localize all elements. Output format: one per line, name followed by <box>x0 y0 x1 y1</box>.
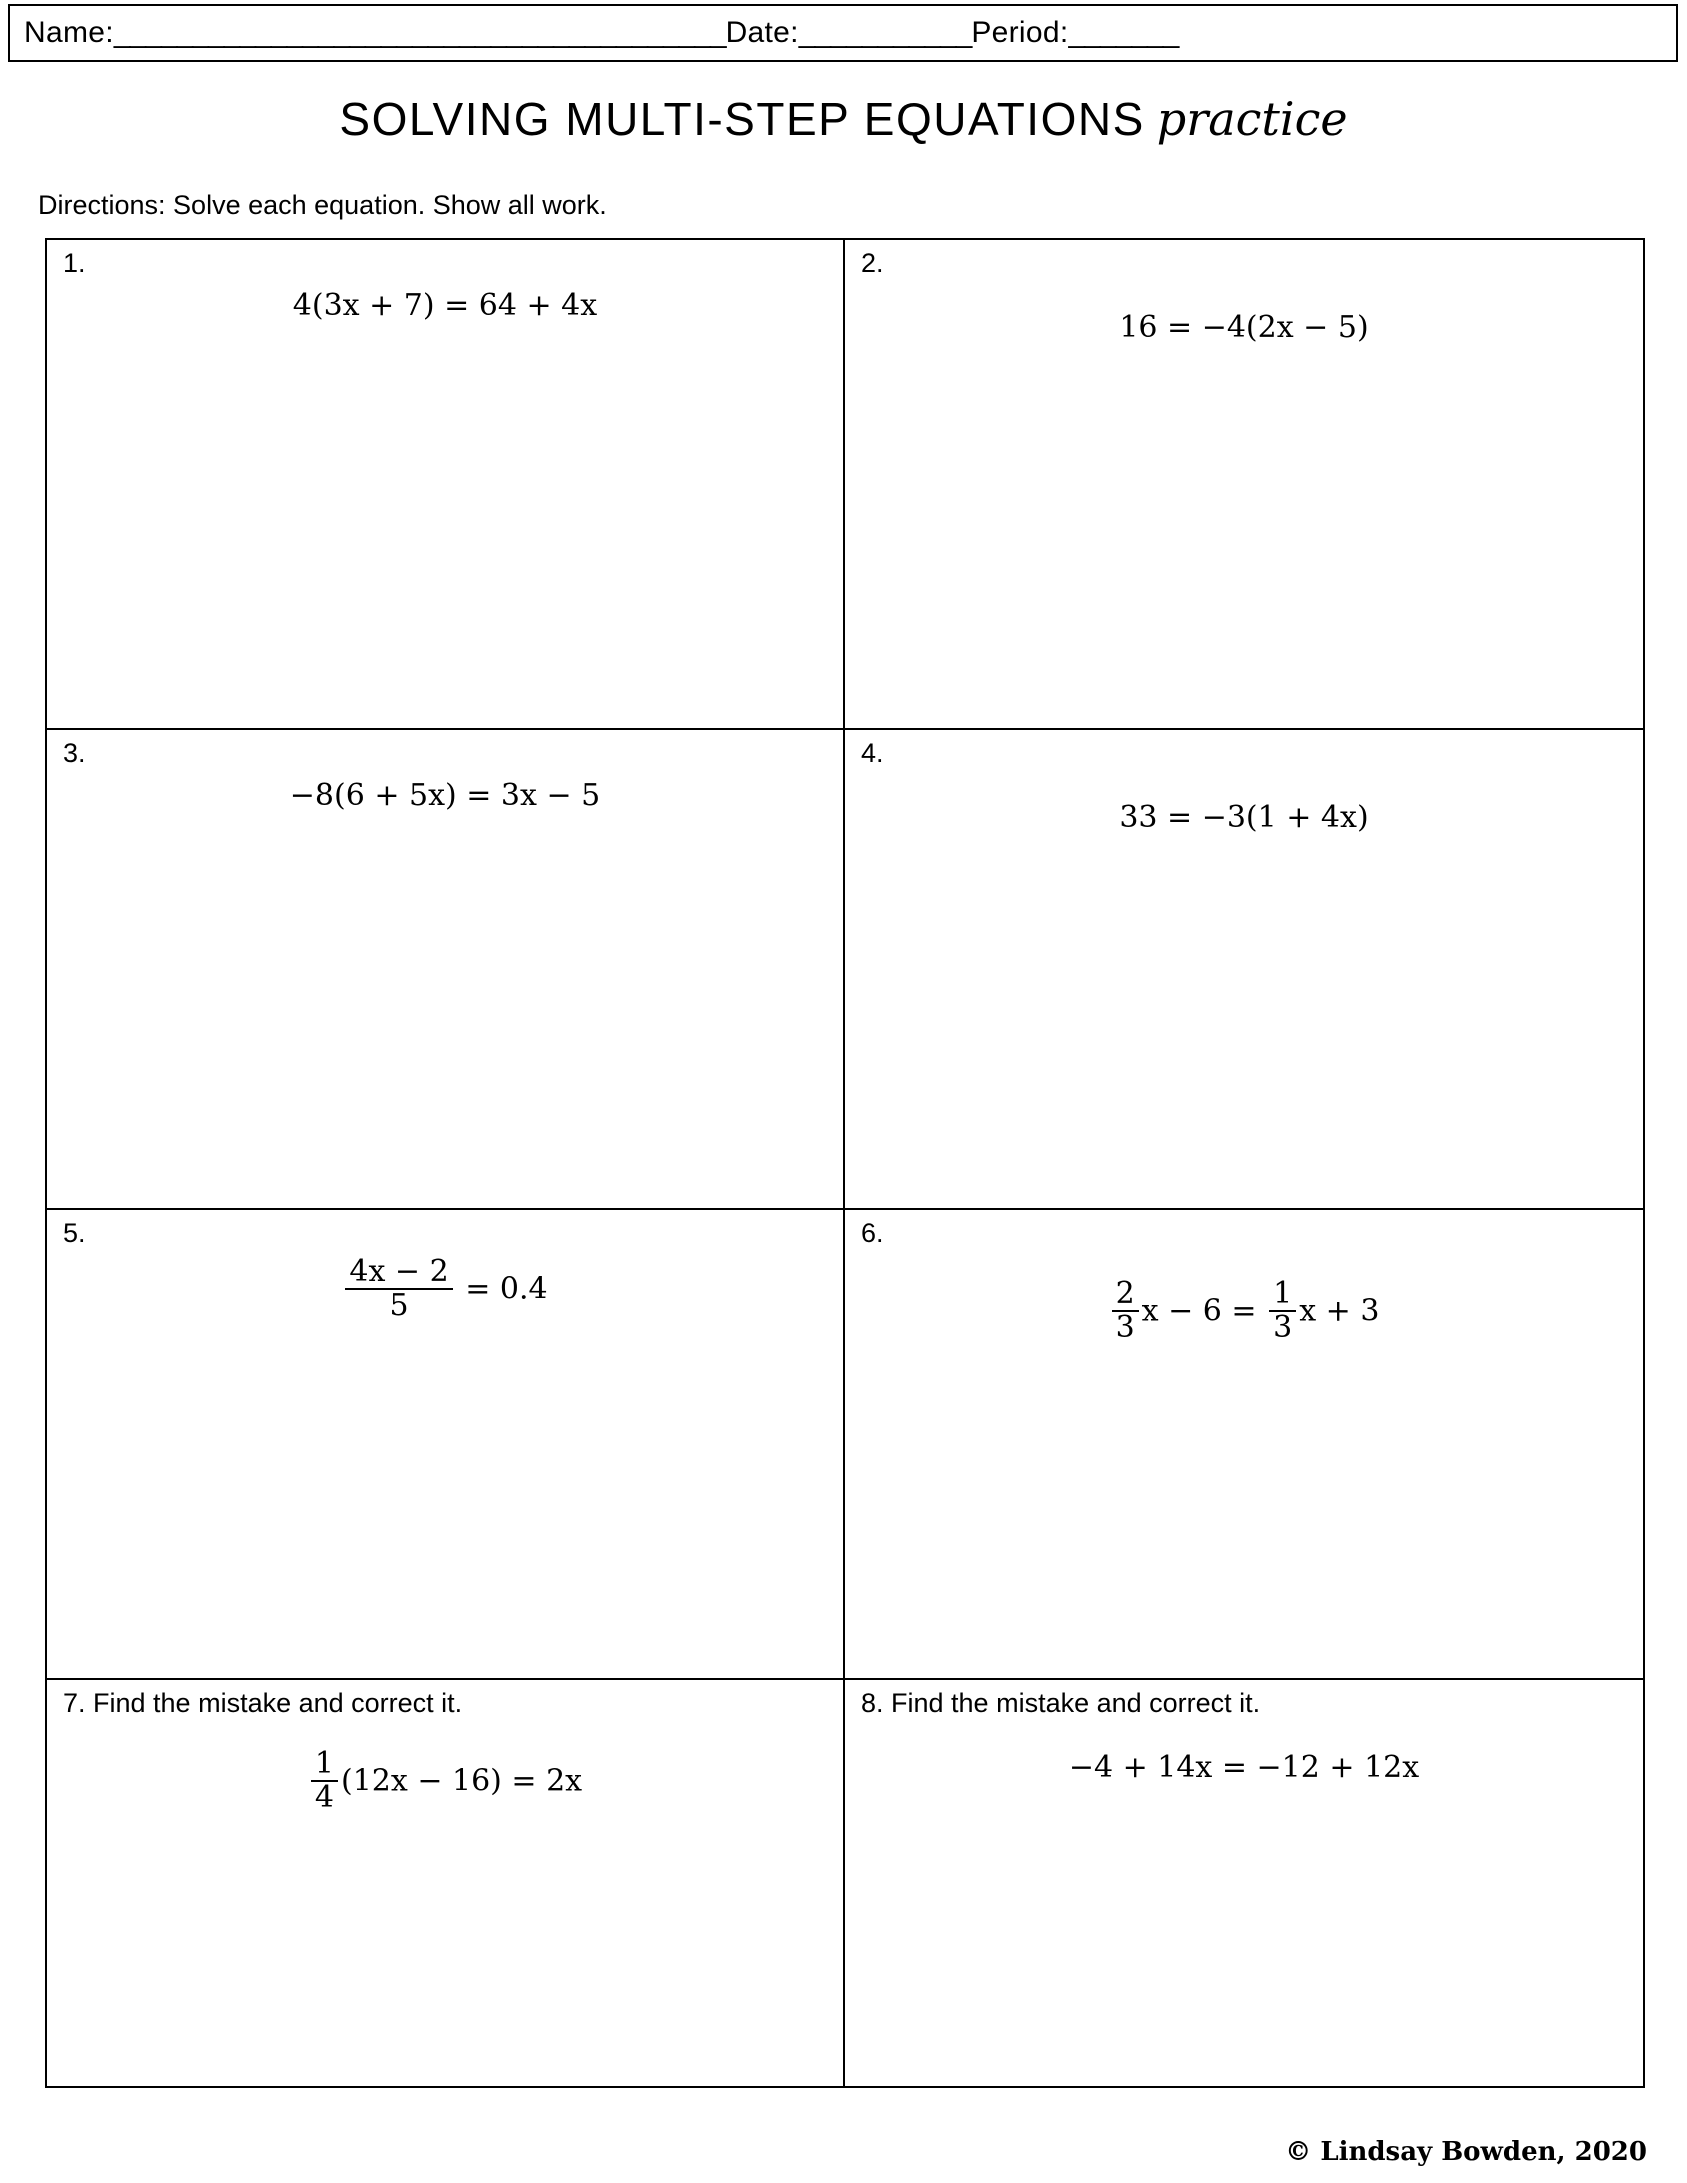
problem-number-6: 6. <box>861 1218 884 1248</box>
copyright-footer: © Lindsay Bowden, 2020 <box>1285 2137 1647 2167</box>
fraction-7 <box>311 1748 338 1813</box>
problem-cell-2[interactable] <box>845 240 1643 730</box>
problem-equation-2: 16 = −4(2x − 5) <box>1119 310 1369 345</box>
problem-cell-1[interactable] <box>47 240 845 730</box>
problem-prompt-7: 7. Find the mistake and correct it. <box>63 1688 463 1718</box>
fraction-numerator-5: 4x − 2 <box>349 1254 449 1289</box>
problem-equation-4: 33 = −3(1 + 4x) <box>1119 800 1369 835</box>
directions-text: Directions: Solve each equation. Show all work. <box>38 190 607 220</box>
problem-grid <box>45 238 1645 2088</box>
problem-equation-1: 4(3x + 7) = 64 + 4x <box>292 288 598 323</box>
fraction-6-left <box>1112 1278 1139 1343</box>
fraction-denominator-6-right: 3 <box>1269 1310 1296 1344</box>
equation-tail-7: (12x − 16) = 2x <box>340 1763 583 1799</box>
page-title <box>0 92 1687 146</box>
problem-cell-5[interactable] <box>47 1210 845 1680</box>
problem-cell-7[interactable] <box>47 1680 845 2086</box>
problem-equation-3: −8(6 + 5x) = 3x − 5 <box>289 778 601 813</box>
equation-tail-6: x + 3 <box>1299 1293 1380 1329</box>
fraction-denominator-5: 5 <box>345 1288 452 1322</box>
problem-cell-4[interactable] <box>845 730 1643 1210</box>
name-blank-line[interactable]: _______________________________________ <box>113 16 726 49</box>
date-blank-line[interactable]: ___________ <box>798 16 972 49</box>
title-script-text: practice <box>1156 92 1348 146</box>
problem-equation-7 <box>47 1746 843 1815</box>
problem-number-2: 2. <box>861 248 884 278</box>
fraction-6-right <box>1269 1278 1296 1343</box>
problem-cell-6[interactable] <box>845 1210 1643 1680</box>
problem-prompt-8: 8. Find the mistake and correct it. <box>861 1688 1261 1718</box>
equation-tail-5: = 0.4 <box>465 1271 548 1307</box>
fraction-denominator-7: 4 <box>311 1780 338 1814</box>
problem-equation-8: −4 + 14x = −12 + 12x <box>1068 1750 1420 1785</box>
name-label: Name: <box>24 16 114 49</box>
date-label: Date: <box>725 16 799 49</box>
fraction-denominator-6-left: 3 <box>1112 1310 1139 1344</box>
problem-equation-6 <box>845 1276 1643 1345</box>
student-info-bar <box>8 4 1678 62</box>
problem-equation-5 <box>47 1254 843 1323</box>
fraction-numerator-7: 1 <box>314 1746 334 1781</box>
equation-middle-6: x − 6 = <box>1141 1293 1257 1329</box>
title-main-text: SOLVING MULTI-STEP EQUATIONS <box>339 93 1145 145</box>
fraction-numerator-6-right: 1 <box>1273 1276 1293 1311</box>
problem-number-1: 1. <box>63 248 86 278</box>
problem-number-3: 3. <box>63 738 86 768</box>
problem-cell-3[interactable] <box>47 730 845 1210</box>
fraction-numerator-6-left: 2 <box>1115 1276 1135 1311</box>
problem-number-4: 4. <box>861 738 884 768</box>
problem-number-5: 5. <box>63 1218 86 1248</box>
fraction-5 <box>345 1256 452 1321</box>
period-blank-line[interactable]: _______ <box>1068 16 1179 49</box>
period-label: Period: <box>971 16 1069 49</box>
problem-cell-8[interactable] <box>845 1680 1643 2086</box>
